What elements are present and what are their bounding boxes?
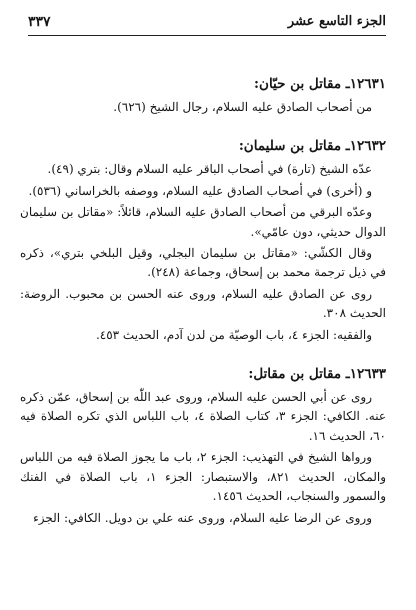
running-header — [28, 14, 386, 34]
entry-paragraph: روى عن أبي الحسن عليه السلام، وروى عبد اللّٰه بن إسحاق، عمّن ذكره عنه. الكافي: الجزء ٣، كتاب الصلاة ٤، باب اللباس الذي تكره الصلاة فيه ٦٠، الحديث ١٦. — [20, 390, 387, 443]
entry-12631 — [20, 74, 386, 117]
entry-title: ١٢٦٣١ـ مقاتل بن حيّان: — [254, 76, 386, 92]
entry-paragraph: و (أخرى) في أصحاب الصادق عليه السلام، ووصفه بالخراساني (٥٣٦). — [28, 183, 372, 198]
header-rule — [28, 35, 386, 36]
page-body — [20, 74, 386, 547]
page-number: ٣٣٧ — [28, 14, 51, 30]
entry-12633 — [20, 364, 386, 528]
running-header-title: الجزء التاسع عشر — [287, 14, 386, 29]
entry-title: ١٢٦٣٢ـ مقاتل بن سليمان: — [238, 138, 386, 155]
entry-title: ١٢٦٣٣ـ مقاتل بن مقاتل: — [248, 366, 386, 383]
entry-12632 — [20, 136, 386, 345]
entry-paragraph: روى عن الصادق عليه السلام، وروى عنه الحسن بن محبوب. الروضة: الحديث ٣٠٨. — [20, 286, 386, 321]
entry-paragraph: وروى عن الرضا عليه السلام، وروى عنه علي بن دويل. الكافي: الجزء — [33, 510, 372, 525]
entry-paragraph: عدّه الشيخ (تارة) في أصحاب الباقر عليه السلام وقال: بتري (٤٩). — [47, 162, 372, 177]
entry-paragraph: وقال الكشّي: «مقاتل بن سليمان البجلي، وقيل البلخي بتري»، ذكره في ذيل ترجمة محمد بن إسحاق، وجماعة (٢٤٨). — [20, 246, 386, 280]
entry-paragraph: وعدّه البرقي من أصحاب الصادق عليه السلام، قائلاً: «مقاتل بن سليمان الدوال حديثي، دون عامّي». — [20, 205, 386, 239]
entry-paragraph: ورواها الشيخ في التهذيب: الجزء ٢، باب ما يجوز الصلاة فيه من اللباس والمكان، الحديث ٨٢١، والاستبصار: الجزء ١، باب الصلاة في الفنك والسمور والسنجاب، الحديث ١٤٥٦. — [20, 450, 386, 504]
entry-paragraph: من أصحاب الصادق عليه السلام، رجال الشيخ (٦٢٦). — [113, 100, 372, 114]
entry-paragraph: والفقيه: الجزء ٤، باب الوصيّة من لدن آدم، الحديث ٤٥٣. — [95, 327, 372, 342]
